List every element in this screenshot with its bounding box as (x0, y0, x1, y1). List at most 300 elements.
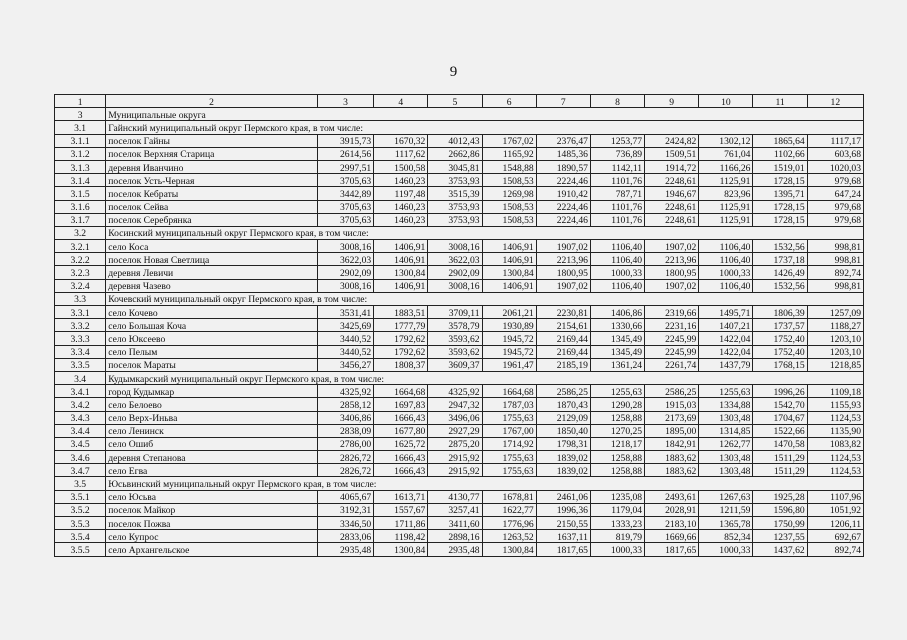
row-index: 3 (55, 108, 106, 121)
table-cell: 1106,40 (699, 253, 753, 266)
table-cell: 1664,68 (482, 385, 536, 398)
table-cell: 2173,69 (645, 411, 699, 424)
table-cell: 2826,72 (317, 451, 373, 464)
table-cell: 1883,62 (645, 451, 699, 464)
table-cell: 1406,91 (482, 240, 536, 253)
table-cell: 2129,09 (536, 411, 590, 424)
table-cell: 1262,77 (699, 437, 753, 450)
table-cell: 1020,03 (807, 160, 863, 173)
table-row (55, 240, 864, 253)
table-cell: 3192,31 (317, 503, 373, 516)
table-cell: 1125,91 (699, 213, 753, 226)
table-cell: 1996,26 (753, 385, 807, 398)
table-cell: 1051,92 (807, 503, 863, 516)
section-row (55, 371, 864, 384)
table-cell: 1532,56 (753, 240, 807, 253)
table-cell: 3008,16 (428, 240, 482, 253)
table-cell: 1752,40 (753, 332, 807, 345)
table-cell: 1907,02 (536, 279, 590, 292)
table-cell: 1303,48 (699, 451, 753, 464)
table-cell: 4325,92 (428, 385, 482, 398)
table-row (55, 213, 864, 226)
settlement-name: село Коса (106, 240, 318, 253)
table-cell: 1258,88 (590, 464, 644, 477)
row-index: 3.3.5 (55, 358, 106, 371)
table-cell: 2154,61 (536, 319, 590, 332)
table-cell: 2261,74 (645, 358, 699, 371)
table-row (55, 503, 864, 516)
column-header: 12 (807, 95, 863, 108)
table-cell: 1945,72 (482, 332, 536, 345)
table-cell: 2169,44 (536, 332, 590, 345)
table-cell: 1237,55 (753, 530, 807, 543)
table-cell: 1198,42 (374, 530, 428, 543)
table-cell: 647,24 (807, 187, 863, 200)
table-cell: 3705,63 (317, 200, 373, 213)
row-index: 3.1 (55, 121, 106, 134)
table-cell: 1000,33 (699, 543, 753, 556)
table-row (55, 424, 864, 437)
table-cell: 1203,10 (807, 345, 863, 358)
table-cell: 1083,82 (807, 437, 863, 450)
table-row (55, 398, 864, 411)
table-cell: 3753,93 (428, 174, 482, 187)
table-cell: 1557,67 (374, 503, 428, 516)
table-cell: 1334,88 (699, 398, 753, 411)
table-row (55, 437, 864, 450)
column-header: 8 (590, 95, 644, 108)
table-cell: 1850,40 (536, 424, 590, 437)
settlement-name: поселок Верхняя Старица (106, 147, 318, 160)
table-cell: 1257,09 (807, 306, 863, 319)
table-cell: 892,74 (807, 543, 863, 556)
table-cell: 1406,91 (374, 240, 428, 253)
table-cell: 3008,16 (317, 240, 373, 253)
table-cell: 1361,24 (590, 358, 644, 371)
table-cell: 1406,91 (482, 279, 536, 292)
settlement-name: поселок Серебрянка (106, 213, 318, 226)
table-cell: 1255,63 (699, 385, 753, 398)
table-cell: 2224,46 (536, 200, 590, 213)
table-cell: 2997,51 (317, 160, 373, 173)
table-cell: 1890,57 (536, 160, 590, 173)
table-cell: 2183,10 (645, 517, 699, 530)
table-cell: 2935,48 (428, 543, 482, 556)
table-cell: 1509,51 (645, 147, 699, 160)
table-cell: 1290,28 (590, 398, 644, 411)
row-index: 3.4.5 (55, 437, 106, 450)
table-cell: 1792,62 (374, 345, 428, 358)
table-cell: 1117,17 (807, 134, 863, 147)
table-cell: 1914,72 (645, 160, 699, 173)
table-cell: 1678,81 (482, 490, 536, 503)
table-cell: 2858,12 (317, 398, 373, 411)
table-cell: 852,34 (699, 530, 753, 543)
row-index: 3.5.5 (55, 543, 106, 556)
settlement-name: село Купрос (106, 530, 318, 543)
table-cell: 1532,56 (753, 279, 807, 292)
table-cell: 3440,52 (317, 332, 373, 345)
table-cell: 1302,12 (699, 134, 753, 147)
settlement-name: поселок Сейва (106, 200, 318, 213)
column-header: 4 (374, 95, 428, 108)
table-row (55, 451, 864, 464)
table-cell: 1345,49 (590, 332, 644, 345)
row-index: 3.2.2 (55, 253, 106, 266)
table-cell: 2169,44 (536, 345, 590, 358)
row-index: 3.4.6 (55, 451, 106, 464)
table-cell: 2213,96 (536, 253, 590, 266)
table-cell: 1109,18 (807, 385, 863, 398)
table-cell: 2248,61 (645, 174, 699, 187)
table-row (55, 266, 864, 279)
table-cell: 3008,16 (317, 279, 373, 292)
row-index: 3.4 (55, 371, 106, 384)
table-cell: 1519,01 (753, 160, 807, 173)
table-cell: 2061,21 (482, 306, 536, 319)
tariff-table (54, 94, 864, 557)
table-cell: 2245,99 (645, 345, 699, 358)
table-cell: 2935,48 (317, 543, 373, 556)
table-cell: 1666,43 (374, 411, 428, 424)
settlement-name: поселок Кебраты (106, 187, 318, 200)
settlement-name: деревня Чазево (106, 279, 318, 292)
settlement-name: поселок Усть-Черная (106, 174, 318, 187)
table-cell: 3709,11 (428, 306, 482, 319)
table-cell: 1800,95 (536, 266, 590, 279)
table-cell: 1124,53 (807, 411, 863, 424)
table-cell: 4130,77 (428, 490, 482, 503)
table-cell: 2662,86 (428, 147, 482, 160)
table-cell: 2424,82 (645, 134, 699, 147)
page-number: 9 (449, 64, 458, 80)
table-cell: 1124,53 (807, 451, 863, 464)
table-row (55, 187, 864, 200)
table-cell: 603,68 (807, 147, 863, 160)
table-cell: 1155,93 (807, 398, 863, 411)
row-index: 3.3.3 (55, 332, 106, 345)
table-cell: 761,04 (699, 147, 753, 160)
table-row (55, 147, 864, 160)
table-cell: 1728,15 (753, 213, 807, 226)
settlement-name: село Юсьва (106, 490, 318, 503)
table-cell: 1625,72 (374, 437, 428, 450)
table-cell: 1915,03 (645, 398, 699, 411)
table-cell: 1426,49 (753, 266, 807, 279)
settlement-name: село Ошиб (106, 437, 318, 450)
table-cell: 1792,62 (374, 332, 428, 345)
table-cell: 1263,52 (482, 530, 536, 543)
table-cell: 1737,18 (753, 253, 807, 266)
table-cell: 1407,21 (699, 319, 753, 332)
table-cell: 1511,29 (753, 464, 807, 477)
table-cell: 3622,03 (317, 253, 373, 266)
table-cell: 979,68 (807, 174, 863, 187)
row-index: 3.2 (55, 226, 106, 239)
table-cell: 1787,03 (482, 398, 536, 411)
section-row (55, 226, 864, 239)
row-index: 3.5.2 (55, 503, 106, 516)
settlement-name: поселок Мараты (106, 358, 318, 371)
table-cell: 3705,63 (317, 213, 373, 226)
table-cell: 1752,40 (753, 345, 807, 358)
section-title: Гайнский муниципальный округ Пермского края, в том числе: (106, 121, 864, 134)
row-index: 3.1.4 (55, 174, 106, 187)
settlement-name: село Егва (106, 464, 318, 477)
settlement-name: деревня Иванчино (106, 160, 318, 173)
table-cell: 1406,91 (482, 253, 536, 266)
table-cell: 1269,98 (482, 187, 536, 200)
table-cell: 3442,89 (317, 187, 373, 200)
table-cell: 1106,40 (590, 279, 644, 292)
section-row (55, 121, 864, 134)
table-cell: 1768,15 (753, 358, 807, 371)
table-cell: 3593,62 (428, 332, 482, 345)
table-cell: 1664,68 (374, 385, 428, 398)
table-cell: 1102,66 (753, 147, 807, 160)
table-cell: 1422,04 (699, 345, 753, 358)
section-row (55, 292, 864, 305)
table-cell: 1596,80 (753, 503, 807, 516)
table-cell: 1669,66 (645, 530, 699, 543)
table-cell: 1300,84 (374, 543, 428, 556)
table-cell: 1300,84 (374, 266, 428, 279)
table-cell: 1907,02 (645, 240, 699, 253)
table-cell: 1106,40 (699, 279, 753, 292)
table-cell: 1613,71 (374, 490, 428, 503)
table-cell: 979,68 (807, 200, 863, 213)
table-cell: 1330,66 (590, 319, 644, 332)
row-index: 3.1.3 (55, 160, 106, 173)
table-cell: 1258,88 (590, 411, 644, 424)
header-row (55, 95, 864, 108)
table-row (55, 411, 864, 424)
table-cell: 1345,49 (590, 345, 644, 358)
table-cell: 2224,46 (536, 174, 590, 187)
column-header: 6 (482, 95, 536, 108)
column-header: 1 (55, 95, 106, 108)
table-cell: 1737,57 (753, 319, 807, 332)
settlement-name: село Большая Коча (106, 319, 318, 332)
table-cell: 1188,27 (807, 319, 863, 332)
table-cell: 1622,77 (482, 503, 536, 516)
table-cell: 2231,16 (645, 319, 699, 332)
table-cell: 1767,02 (482, 134, 536, 147)
section-title: Кудымкарский муниципальный округ Пермского края, в том числе: (106, 371, 864, 384)
table-cell: 1865,64 (753, 134, 807, 147)
table-cell: 1460,23 (374, 174, 428, 187)
table-cell: 1106,40 (590, 253, 644, 266)
table-cell: 1500,58 (374, 160, 428, 173)
table-cell: 998,81 (807, 253, 863, 266)
table-cell: 1101,76 (590, 174, 644, 187)
table-cell: 692,67 (807, 530, 863, 543)
table-cell: 1542,70 (753, 398, 807, 411)
settlement-name: поселок Майкор (106, 503, 318, 516)
table-row (55, 319, 864, 332)
table-cell: 1142,11 (590, 160, 644, 173)
table-cell: 1697,83 (374, 398, 428, 411)
table-cell: 1750,99 (753, 517, 807, 530)
table-cell: 1883,62 (645, 464, 699, 477)
table-cell: 1101,76 (590, 213, 644, 226)
settlement-name: деревня Левичи (106, 266, 318, 279)
table-cell: 1253,77 (590, 134, 644, 147)
table-row (55, 345, 864, 358)
table-cell: 1218,85 (807, 358, 863, 371)
table-row (55, 464, 864, 477)
table-cell: 1767,00 (482, 424, 536, 437)
table-cell: 3456,27 (317, 358, 373, 371)
table-cell: 2947,32 (428, 398, 482, 411)
table-cell: 3609,37 (428, 358, 482, 371)
table-cell: 1135,90 (807, 424, 863, 437)
table-cell: 1314,85 (699, 424, 753, 437)
table-row (55, 543, 864, 556)
table-cell: 1870,43 (536, 398, 590, 411)
table-cell: 1125,91 (699, 200, 753, 213)
table-cell: 3425,69 (317, 319, 373, 332)
table-row (55, 174, 864, 187)
table-cell: 4065,67 (317, 490, 373, 503)
table-cell: 2826,72 (317, 464, 373, 477)
table-cell: 1808,37 (374, 358, 428, 371)
table-cell: 1704,67 (753, 411, 807, 424)
table-cell: 979,68 (807, 213, 863, 226)
row-index: 3.4.4 (55, 424, 106, 437)
settlement-name: поселок Гайны (106, 134, 318, 147)
table-cell: 1235,08 (590, 490, 644, 503)
table-cell: 1817,65 (645, 543, 699, 556)
table-cell: 1946,67 (645, 187, 699, 200)
table-cell: 1839,02 (536, 451, 590, 464)
table-cell: 2833,06 (317, 530, 373, 543)
table-cell: 823,96 (699, 187, 753, 200)
column-header: 5 (428, 95, 482, 108)
table-cell: 2461,06 (536, 490, 590, 503)
table-cell: 1460,23 (374, 200, 428, 213)
table-body (55, 95, 864, 557)
table-cell: 2376,47 (536, 134, 590, 147)
table-cell: 1666,43 (374, 464, 428, 477)
table-cell: 1806,39 (753, 306, 807, 319)
settlement-name: село Кочево (106, 306, 318, 319)
table-cell: 1755,63 (482, 411, 536, 424)
table-cell: 1406,86 (590, 306, 644, 319)
row-index: 3.1.1 (55, 134, 106, 147)
table-cell: 1165,92 (482, 147, 536, 160)
section-title: Кочевский муниципальный округ Пермского края, в том числе: (106, 292, 864, 305)
table-cell: 1267,63 (699, 490, 753, 503)
table-cell: 2786,00 (317, 437, 373, 450)
table-cell: 3346,50 (317, 517, 373, 530)
table-row (55, 517, 864, 530)
table-cell: 1300,84 (482, 543, 536, 556)
table-cell: 1883,51 (374, 306, 428, 319)
row-index: 3.5 (55, 477, 106, 490)
table-cell: 1206,11 (807, 517, 863, 530)
table-cell: 1817,65 (536, 543, 590, 556)
table-cell: 3705,63 (317, 174, 373, 187)
section-row (55, 108, 864, 121)
table-cell: 1255,63 (590, 385, 644, 398)
column-header: 10 (699, 95, 753, 108)
table-cell: 2902,09 (428, 266, 482, 279)
table-cell: 1197,48 (374, 187, 428, 200)
table-cell: 3440,52 (317, 345, 373, 358)
table-cell: 1895,00 (645, 424, 699, 437)
table-cell: 2915,92 (428, 464, 482, 477)
settlement-name: село Верх-Иньва (106, 411, 318, 424)
table-cell: 3753,93 (428, 200, 482, 213)
table-cell: 1125,91 (699, 174, 753, 187)
table-cell: 1406,91 (374, 279, 428, 292)
table-cell: 1117,62 (374, 147, 428, 160)
table-cell: 1470,58 (753, 437, 807, 450)
table-cell: 1839,02 (536, 464, 590, 477)
table-cell: 787,71 (590, 187, 644, 200)
table-cell: 1365,78 (699, 517, 753, 530)
column-header: 2 (106, 95, 318, 108)
table-cell: 1437,79 (699, 358, 753, 371)
row-index: 3.4.2 (55, 398, 106, 411)
table-cell: 1508,53 (482, 213, 536, 226)
table-cell: 2245,99 (645, 332, 699, 345)
section-title: Косинский муниципальный округ Пермского края, в том числе: (106, 226, 864, 239)
table-cell: 3496,06 (428, 411, 482, 424)
row-index: 3.5.4 (55, 530, 106, 543)
table-cell: 1925,28 (753, 490, 807, 503)
table-cell: 1755,63 (482, 451, 536, 464)
table-row (55, 385, 864, 398)
table-cell: 1728,15 (753, 174, 807, 187)
row-index: 3.2.1 (55, 240, 106, 253)
table-cell: 1508,53 (482, 200, 536, 213)
table-cell: 1303,48 (699, 411, 753, 424)
table-row (55, 358, 864, 371)
table-cell: 1437,62 (753, 543, 807, 556)
row-index: 3.1.6 (55, 200, 106, 213)
table-cell: 3531,41 (317, 306, 373, 319)
table-cell: 1548,88 (482, 160, 536, 173)
table-cell: 2875,20 (428, 437, 482, 450)
row-index: 3.3.4 (55, 345, 106, 358)
table-cell: 819,79 (590, 530, 644, 543)
table-cell: 2185,19 (536, 358, 590, 371)
table-cell: 1755,63 (482, 464, 536, 477)
table-cell: 1842,91 (645, 437, 699, 450)
table-cell: 1303,48 (699, 464, 753, 477)
table-cell: 1333,23 (590, 517, 644, 530)
table-cell: 1460,23 (374, 213, 428, 226)
settlement-name: деревня Степанова (106, 451, 318, 464)
table-cell: 1218,17 (590, 437, 644, 450)
table-cell: 3753,93 (428, 213, 482, 226)
settlement-name: село Юксеево (106, 332, 318, 345)
table-cell: 1907,02 (536, 240, 590, 253)
row-index: 3.5.1 (55, 490, 106, 503)
settlement-name: село Белоево (106, 398, 318, 411)
table-cell: 1996,36 (536, 503, 590, 516)
table-row (55, 279, 864, 292)
table-cell: 1106,40 (590, 240, 644, 253)
table-cell: 2838,09 (317, 424, 373, 437)
table-cell: 1714,92 (482, 437, 536, 450)
settlement-name: село Пелым (106, 345, 318, 358)
table-cell: 2248,61 (645, 213, 699, 226)
table-cell: 1508,53 (482, 174, 536, 187)
table-cell: 1000,33 (590, 266, 644, 279)
